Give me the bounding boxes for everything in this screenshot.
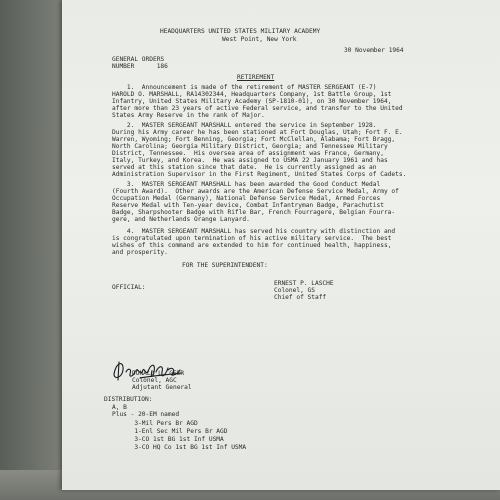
- distribution-line: 3-CO 1st BG 1st Inf USMA: [112, 436, 224, 443]
- paragraph-line: 1. Announcement is made of the retirement of MASTER SERGEANT (E-7): [112, 84, 377, 91]
- chief-name: ERNEST P. LASCHE: [274, 280, 334, 287]
- adjutant-rank: Colonel, AGC: [132, 377, 177, 384]
- adjutant-title: Adjutant General: [132, 384, 192, 391]
- paragraph-line: 4. MASTER SERGEANT MARSHALL has served his country with distinction and: [112, 228, 396, 235]
- paragraph-line: Warren, Wyoming; Fort Benning, Georgia; Fort McClellan, Alabama; Fort Bragg,: [112, 136, 396, 143]
- chief-title: Chief of Staff: [274, 294, 327, 301]
- header-organization: HEADQUARTERS UNITED STATES MILITARY ACADEMY: [160, 28, 321, 35]
- paragraph-line: District, Tennessee. His oversea area of assignment was France, Germany,: [112, 150, 384, 157]
- paragraph-line: 3. MASTER SERGEANT MARSHALL has been awarded the Good Conduct Medal: [112, 181, 381, 188]
- distribution-label: DISTRIBUTION:: [104, 396, 153, 403]
- paragraph-line: 2. MASTER SERGEANT MARSHALL entered the service in September 1928.: [112, 122, 377, 129]
- distribution-line: 3-Mil Pers Br AGD: [112, 420, 198, 427]
- paragraph-line: States Army Reserve in the rank of Major.: [112, 112, 265, 119]
- table-surface-left: [0, 0, 62, 500]
- document-page: [62, 0, 500, 490]
- general-orders-label: GENERAL ORDERS: [112, 56, 165, 63]
- order-date: 30 November 1964: [344, 47, 404, 54]
- paragraph-line: Reserve Medal with Ten-year device, Combat Infantryman Badge, Parachutist: [112, 202, 384, 209]
- paragraph-line: (Fourth Award). Other awards are the American Defense Service Medal, Army of: [112, 188, 399, 195]
- paragraph-line: is congratulated upon termination of his active military service. The best: [112, 235, 392, 242]
- order-number: NUMBER 186: [112, 63, 168, 70]
- adjutant-name: DONALD L. GEER: [132, 370, 185, 377]
- chief-rank: Colonel, GS: [274, 287, 315, 294]
- paragraph-line: after more than 23 years of active Federal service, and transfer to the United: [112, 105, 403, 112]
- distribution-line: 3-CO HQ Co 1st BG 1st Inf USMA: [112, 444, 247, 451]
- paragraph-line: Italy, Turkey, and Korea. He was assigned to USMA 22 January 1961 and has: [112, 157, 388, 164]
- closing-line: FOR THE SUPERINTENDENT:: [182, 262, 268, 269]
- paragraph-line: wishes of this command are extended to him for continued health, happiness,: [112, 242, 392, 249]
- header-location: West Point, New York: [222, 36, 297, 43]
- paragraph-line: served at this station since that date. He is currently assigned as an: [112, 164, 377, 171]
- paragraph-line: North Carolina; Georgia Military District, Georgia; and Tennessee Military: [112, 143, 388, 150]
- paragraph-line: Badge, Sharpshooter Badge with Rifle Bar, French Fourragere, Belgian Fourra-: [112, 209, 396, 216]
- distribution-line: 1-Enl Sec Mil Pers Br AGD: [112, 428, 228, 435]
- paragraph-line: and prosperity.: [112, 249, 168, 256]
- paragraph-line: gere, and Netherlands Orange Lanyard.: [112, 216, 250, 223]
- official-label: OFFICIAL:: [112, 284, 146, 291]
- distribution-line: A, B: [112, 404, 127, 411]
- paragraph-line: Infantry, United States Military Academy (SP-1810-01), on 30 November 1964,: [112, 98, 392, 105]
- paragraph-line: Occupation Medal (Germany), National Defense Service Medal, Armed Forces: [112, 195, 381, 202]
- document-title: RETIREMENT: [237, 74, 275, 81]
- distribution-line: Plus - 20-EM named: [112, 411, 180, 418]
- paragraph-line: During his Army career he has been stationed at Fort Douglas, Utah; Fort F. E.: [112, 129, 403, 136]
- paragraph-line: Administration Supervisor in the First Regiment, United States Corps of Cadets.: [112, 171, 407, 178]
- paragraph-line: HAROLD O. MARSHALL, RA14302344, Headquarters Company, 1st Battle Group, 1st: [112, 91, 392, 98]
